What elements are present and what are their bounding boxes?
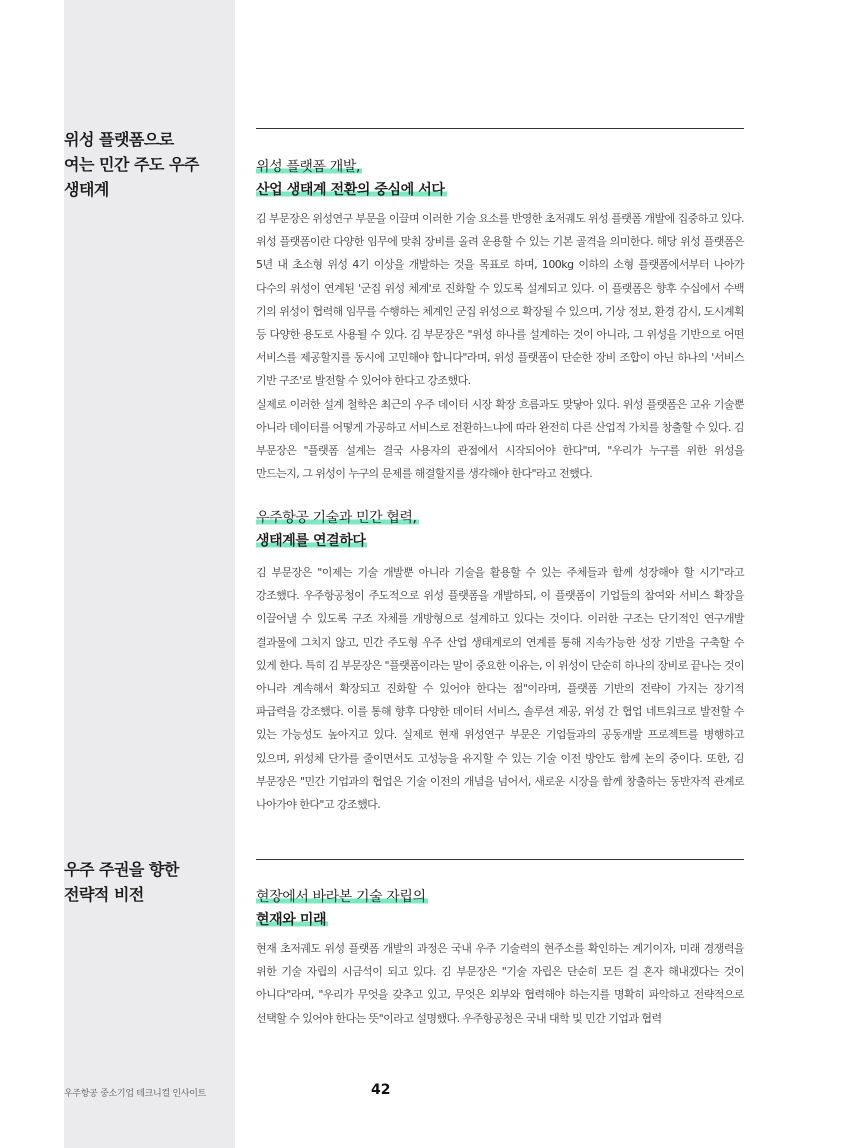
subheading-line2: 산업 생태계 전환의 중심에 서다 (256, 182, 445, 198)
section-divider (256, 859, 744, 860)
subheading-private-cooperation (256, 507, 744, 553)
subheading-line1: 현장에서 바라본 기술 자립의 (256, 889, 426, 905)
section-divider (256, 128, 744, 129)
section-title-text: 우주 주권을 향한 전략적 비전 (64, 860, 179, 904)
section-title-text: 위성 플랫폼으로 여는 민간 주도 우주 생태계 (64, 130, 199, 199)
subheading-line1: 우주항공 기술과 민간 협력, (256, 510, 417, 526)
section-title-platform (64, 127, 229, 202)
paragraph-private-cooperation: 김 부문장은 "이제는 기술 개발뿐 아니라 기술을 활용할 수 있는 주체들과 함께 성장해야 할 시기"라고 강조했다. 우주항공청이 주도적으로 위성 플랫폼을 개발하되, 이 플랫폼이 기업들의 참여와 서비스 확장을 이끌어낼 수 있도록 구조 자체를 개방형으로 설계하고 있다는 것이다. 이러한 구조는 단기적인 연구개발 결과물에 그치지 않고, 민간 주도형 우주 산업 생태계로의 연계를 통해 지속가능한 성장 기반을 구축할 수 있게 한다. 특히 김 부문장은 "플랫폼이라는 말이 중요한 이유는, 이 위성이 단순히 하나의 장비로 끝나는 것이 아니라 계속해서 확장되고 진화할 수 있어야 한다는 점"이라며, 플랫폼 기반의 전략이 가지는 장기적 파급력을 강조했다. 이를 통해 향후 다양한 데이터 서비스, 솔루션 제공, 위성 간 협업 네트워크로 발전할 수 있는 가능성도 높아지고 있다. 실제로 현재 위성연구 부문은 기업들과의 공동개발 프로젝트를 병행하고 있으며, 위성체 단가를 줄이면서도 고성능을 유지할 수 있는 기술 이전 방안도 함께 논의 중이다. 또한, 김 부문장은 "민간 기업과의 협업은 기술 이전의 개념을 넘어서, 새로운 시장을 함께 창출하는 동반자적 관계로 나아가야 한다"고 강조했다. (256, 566, 744, 812)
page-number: 42 (371, 1082, 391, 1098)
paragraph-tech-independence: 현재 초저궤도 위성 플랫폼 개발의 과정은 국내 우주 기술력의 현주소를 확인하는 계기이자, 미래 경쟁력을 위한 기술 자립의 시금석이 되고 있다. 김 부문장은 "기술 자립은 단순히 모든 걸 혼자 해내겠다는 것이 아니다"라며, "우리가 무엇을 갖추고 있고, 무엇은 외부와 협력해야 하는지를 명확히 파악하고 전략적으로 선택할 수 있어야 한다는 뜻"이라고 설명했다. 우주항공청은 국내 대학 및 민간 기업과 협력 (256, 942, 744, 1025)
subheading-platform-dev (256, 156, 744, 202)
publication-name: 우주항공 중소기업 테크니컬 인사이트 (64, 1089, 206, 1099)
subheading-tech-independence (256, 886, 744, 932)
subheading-line2: 생태계를 연결하다 (256, 533, 366, 549)
subheading-line1: 위성 플랫폼 개발, (256, 159, 361, 175)
paragraph-platform-dev: 김 부문장은 위성연구 부문을 이끌며 이러한 기술 요소를 반영한 초저궤도 위성 플랫폼 개발에 집중하고 있다. 위성 플랫폼이란 다양한 임무에 맞춰 장비를 올려 운용할 수 있는 기본 골격을 의미한다. 해당 위성 플랫폼은 5년 내 초소형 위성 4기 이상을 개발하는 것을 목표로 하며, 100kg 이하의 소형 플랫폼에서부터 나아가 다수의 위성이 연계된 '군집 위성 체계'로 진화할 수 있도록 설계되고 있다. 이 플랫폼은 향후 수십에서 수백 기의 위성이 협력해 임무를 수행하는 체계인 군집 위성으로 확장될 수 있으며, 기상 정보, 환경 감시, 도시계획 등 다양한 용도로 사용될 수 있다. 김 부문장은 "위성 하나를 설계하는 것이 아니라, 그 위성을 기반으로 어떤 서비스를 제공할지를 동시에 고민해야 합니다"라며, 위성 플랫폼이 단순한 장비 조합이 아닌 하나의 '서비스 기반 구조'로 발전할 수 있어야 한다고 강조했다. 실제로 이러한 설계 철학은 최근의 우주 데이터 시장 확장 흐름과도 맞닿아 있다. 위성 플랫폼은 고유 기술뿐 아니라 데이터를 어떻게 가공하고 서비스로 전환하느냐에 따라 완전히 다른 산업적 가치를 창출할 수 있다. 김 부문장은 "플랫폼 설계는 결국 사용자의 관점에서 시작되어야 한다"며, "우리가 누구를 위한 위성을 만드는지, 그 위성이 누구의 문제를 해결할지를 생각해야 한다"라고 전했다. (256, 212, 744, 481)
subheading-line2: 현재와 미래 (256, 912, 327, 928)
section-title-space-sovereignty (64, 857, 229, 907)
